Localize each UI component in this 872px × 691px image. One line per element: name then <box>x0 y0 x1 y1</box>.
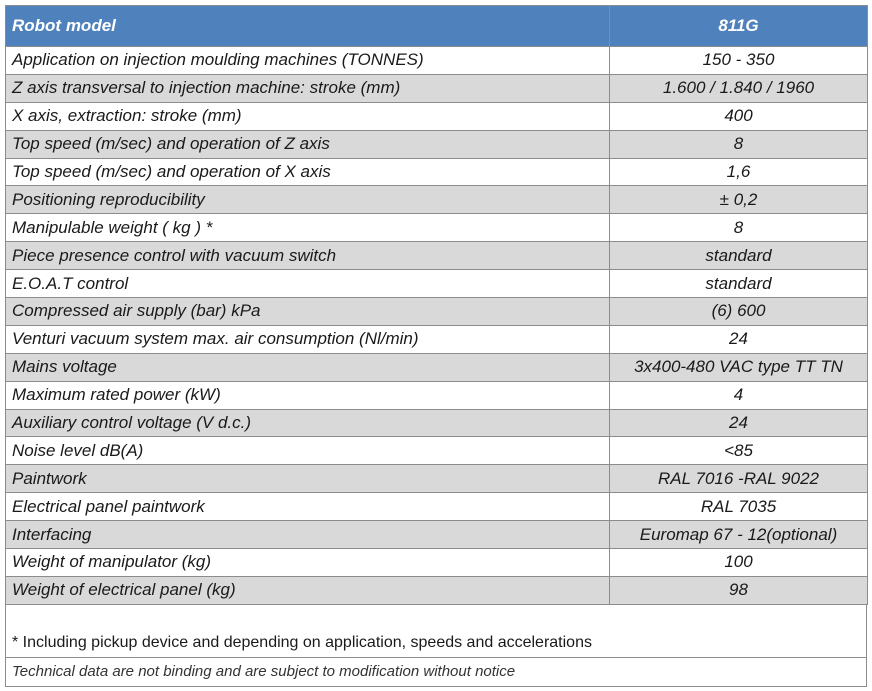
spec-label: Piece presence control with vacuum switch <box>6 242 610 270</box>
spec-value: 100 <box>610 549 868 577</box>
spec-value: RAL 7035 <box>610 493 868 521</box>
spec-row <box>6 242 868 270</box>
spec-row <box>6 465 868 493</box>
spec-label: X axis, extraction: stroke (mm) <box>6 102 610 130</box>
spec-value: standard <box>610 270 868 298</box>
spec-row <box>6 409 868 437</box>
spec-value: 150 - 350 <box>610 47 868 75</box>
spec-value: <85 <box>610 437 868 465</box>
spec-row <box>6 298 868 326</box>
spec-label: Paintwork <box>6 465 610 493</box>
spec-row <box>6 270 868 298</box>
spec-value: (6) 600 <box>610 298 868 326</box>
spec-row <box>6 493 868 521</box>
header-label: Robot model <box>6 6 610 47</box>
spec-value: 4 <box>610 381 868 409</box>
spec-value: 24 <box>610 325 868 353</box>
spec-value: 8 <box>610 130 868 158</box>
spec-label: Weight of electrical panel (kg) <box>6 576 610 604</box>
spec-label: Top speed (m/sec) and operation of Z axis <box>6 130 610 158</box>
spec-value: 98 <box>610 576 868 604</box>
spec-label: Mains voltage <box>6 353 610 381</box>
spec-row <box>6 353 868 381</box>
spec-row <box>6 102 868 130</box>
spec-label: Positioning reproducibility <box>6 186 610 214</box>
spec-value: 1,6 <box>610 158 868 186</box>
spec-value: 24 <box>610 409 868 437</box>
spec-row <box>6 130 868 158</box>
spec-label: Interfacing <box>6 521 610 549</box>
header-model: 811G <box>610 6 868 47</box>
spec-label: Noise level dB(A) <box>6 437 610 465</box>
disclaimer: Technical data are not binding and are subject to modification without notice <box>12 663 516 681</box>
spec-row <box>6 576 868 604</box>
spec-label: E.O.A.T control <box>6 270 610 298</box>
spec-value: RAL 7016 -RAL 9022 <box>610 465 868 493</box>
spec-label: Auxiliary control voltage (V d.c.) <box>6 409 610 437</box>
spec-row <box>6 74 868 102</box>
spec-value: 3x400-480 VAC type TT TN <box>610 353 868 381</box>
spec-row <box>6 521 868 549</box>
spec-value: 8 <box>610 214 868 242</box>
spec-row <box>6 158 868 186</box>
spec-value: 1.600 / 1.840 / 1960 <box>610 74 868 102</box>
spec-value: ± 0,2 <box>610 186 868 214</box>
table-footer <box>5 605 867 687</box>
spec-row <box>6 325 868 353</box>
spec-row <box>6 437 868 465</box>
spec-row <box>6 47 868 75</box>
spec-label: Top speed (m/sec) and operation of X axis <box>6 158 610 186</box>
spec-sheet <box>5 5 867 687</box>
spec-row <box>6 186 868 214</box>
spec-value: Euromap 67 - 12(optional) <box>610 521 868 549</box>
spec-label: Manipulable weight ( kg ) * <box>6 214 610 242</box>
footnote: * Including pickup device and depending on application, speeds and accelerations <box>6 605 866 658</box>
header-row <box>6 6 868 47</box>
spec-label: Compressed air supply (bar) kPa <box>6 298 610 326</box>
spec-label: Maximum rated power (kW) <box>6 381 610 409</box>
spec-value: 400 <box>610 102 868 130</box>
spec-label: Z axis transversal to injection machine: stroke (mm) <box>6 74 610 102</box>
spec-label: Electrical panel paintwork <box>6 493 610 521</box>
spec-label: Venturi vacuum system max. air consumption (Nl/min) <box>6 325 610 353</box>
spec-label: Weight of manipulator (kg) <box>6 549 610 577</box>
spec-row <box>6 549 868 577</box>
spec-table <box>5 5 868 605</box>
spec-value: standard <box>610 242 868 270</box>
spec-row <box>6 214 868 242</box>
spec-rows <box>6 47 868 605</box>
spec-label: Application on injection moulding machines (TONNES) <box>6 47 610 75</box>
spec-row <box>6 381 868 409</box>
